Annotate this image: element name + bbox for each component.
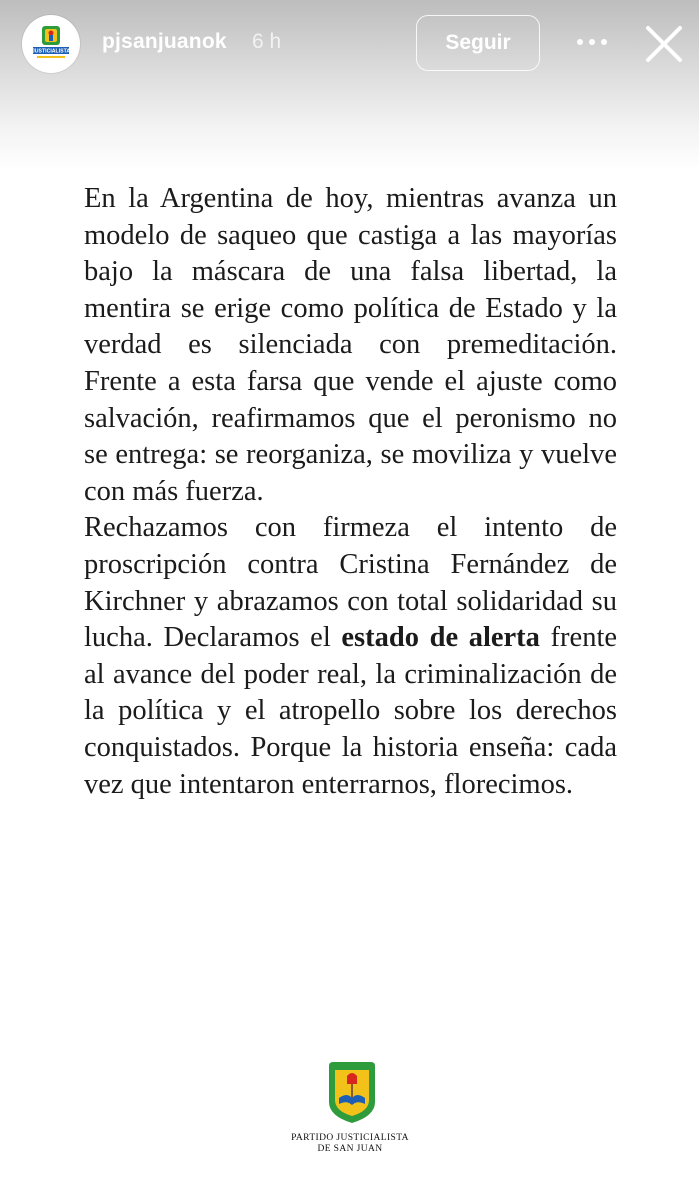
story-statement — [84, 181, 617, 803]
more-dots-icon[interactable] — [575, 25, 609, 59]
party-logo-icon — [31, 23, 71, 65]
paragraph-2-text-a: Rechazamos con firmeza el intento de proscripción contra Cristina Fernández de Kirchner y abrazamos con total solidaridad su lucha. Declaramos el — [84, 512, 617, 654]
footer-line-1: PARTIDO JUSTICIALISTA — [291, 1133, 409, 1143]
close-icon[interactable] — [640, 20, 688, 68]
footer-party-name — [250, 1133, 450, 1155]
paragraph-2-bold: estado de alerta — [341, 622, 540, 654]
profile-avatar[interactable] — [22, 15, 80, 73]
paragraph-2 — [84, 510, 617, 803]
party-shield-icon — [325, 1058, 379, 1126]
paragraph-1: En la Argentina de hoy, mientras avanza un modelo de saqueo que castiga a las mayorías bajo la máscara de una falsa libertad, la mentira se erige como política de Estado y la verdad es silenciada con premeditación. Frente a esta farsa que vende el ajuste como salvación, reafirmamos que el peronismo no se entrega: se reorganiza, se moviliza y vuelve con más fuerza. — [84, 183, 617, 507]
post-time: 6 h — [252, 30, 282, 53]
footer-line-2: DE SAN JUAN — [317, 1144, 383, 1154]
avatar-logo-text: JUSTICIALISTA — [31, 48, 71, 55]
username[interactable]: pjsanjuanok — [102, 30, 227, 53]
follow-button[interactable]: Seguir — [416, 15, 540, 71]
paragraph-2-text-b: frente al avance del poder real, la criminalización de la política y el atropello sobre los derechos conquistados. Porque la historia enseña: cada vez que intentaron enterrarnos, florecimos. — [84, 622, 618, 800]
